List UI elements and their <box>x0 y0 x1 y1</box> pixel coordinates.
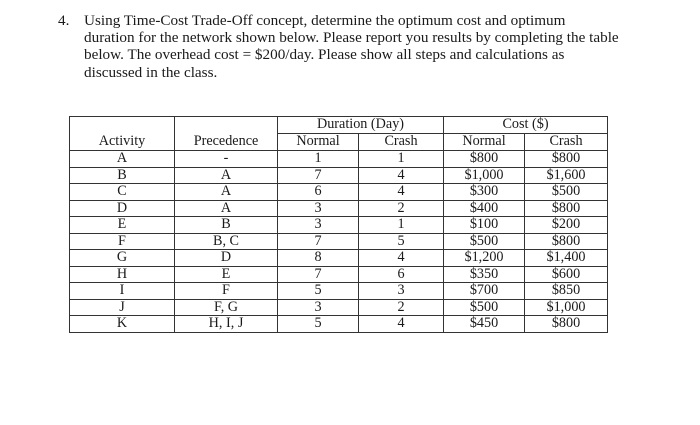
cell-duration-normal: 3 <box>278 299 359 316</box>
cell-cost-normal: $300 <box>444 184 525 201</box>
cell-activity: J <box>70 299 175 316</box>
table-row <box>70 184 608 201</box>
question-line: duration for the network shown below. Please report you results by completing the table <box>84 29 619 47</box>
question-line: discussed in the class. <box>84 63 218 81</box>
header-duration-crash: Crash <box>359 134 444 151</box>
header-row-sub <box>70 134 608 151</box>
cell-precedence: A <box>175 167 278 184</box>
cell-duration-crash: 5 <box>359 233 444 250</box>
table-row <box>70 167 608 184</box>
question-text <box>84 12 643 81</box>
question-number: 4. <box>58 12 70 29</box>
question-line: Using Time-Cost Trade-Off concept, determine the optimum cost and optimum <box>84 12 566 29</box>
cell-cost-normal: $700 <box>444 283 525 300</box>
cell-cost-normal: $1,200 <box>444 250 525 267</box>
cell-cost-normal: $1,000 <box>444 167 525 184</box>
cell-duration-normal: 7 <box>278 266 359 283</box>
cell-duration-crash: 6 <box>359 266 444 283</box>
cell-cost-normal: $400 <box>444 200 525 217</box>
cell-activity: I <box>70 283 175 300</box>
header-activity: Activity <box>70 134 175 151</box>
cell-precedence: H, I, J <box>175 316 278 333</box>
header-cost-group: Cost ($) <box>444 117 608 134</box>
cell-activity: K <box>70 316 175 333</box>
cell-duration-crash: 2 <box>359 200 444 217</box>
cell-precedence: A <box>175 184 278 201</box>
cell-duration-crash: 1 <box>359 217 444 234</box>
cell-cost-normal: $450 <box>444 316 525 333</box>
cell-cost-crash: $1,000 <box>525 299 608 316</box>
table-row <box>70 200 608 217</box>
cell-cost-crash: $1,600 <box>525 167 608 184</box>
cell-duration-crash: 4 <box>359 184 444 201</box>
cell-activity: D <box>70 200 175 217</box>
cell-cost-crash: $800 <box>525 316 608 333</box>
header-row-group <box>70 117 608 134</box>
cell-activity: F <box>70 233 175 250</box>
cell-cost-crash: $600 <box>525 266 608 283</box>
activity-table-container <box>69 116 608 333</box>
cell-activity: A <box>70 151 175 168</box>
cell-activity: C <box>70 184 175 201</box>
table-row <box>70 217 608 234</box>
cell-cost-normal: $500 <box>444 299 525 316</box>
cell-duration-normal: 7 <box>278 233 359 250</box>
header-duration-group: Duration (Day) <box>278 117 444 134</box>
header-precedence: Precedence <box>175 134 278 151</box>
cell-cost-normal: $350 <box>444 266 525 283</box>
cell-cost-crash: $500 <box>525 184 608 201</box>
cell-duration-crash: 1 <box>359 151 444 168</box>
cell-precedence: A <box>175 200 278 217</box>
cell-precedence: F <box>175 283 278 300</box>
cell-cost-crash: $800 <box>525 151 608 168</box>
cell-duration-crash: 4 <box>359 316 444 333</box>
cell-cost-normal: $100 <box>444 217 525 234</box>
cell-duration-normal: 3 <box>278 217 359 234</box>
cell-cost-crash: $1,400 <box>525 250 608 267</box>
cell-cost-crash: $800 <box>525 200 608 217</box>
table-row <box>70 316 608 333</box>
table-row <box>70 233 608 250</box>
header-precedence-top <box>175 117 278 134</box>
cell-duration-normal: 5 <box>278 316 359 333</box>
cell-precedence: - <box>175 151 278 168</box>
cell-duration-crash: 4 <box>359 250 444 267</box>
header-cost-normal: Normal <box>444 134 525 151</box>
cell-duration-normal: 3 <box>278 200 359 217</box>
table-row <box>70 283 608 300</box>
table-row <box>70 299 608 316</box>
cell-precedence: D <box>175 250 278 267</box>
cell-cost-crash: $800 <box>525 233 608 250</box>
cell-activity: H <box>70 266 175 283</box>
cell-precedence: B <box>175 217 278 234</box>
header-duration-normal: Normal <box>278 134 359 151</box>
cell-cost-normal: $800 <box>444 151 525 168</box>
cell-precedence: E <box>175 266 278 283</box>
cell-cost-crash: $850 <box>525 283 608 300</box>
table-row <box>70 151 608 168</box>
header-activity-top <box>70 117 175 134</box>
table-row <box>70 250 608 267</box>
cell-activity: B <box>70 167 175 184</box>
cell-cost-crash: $200 <box>525 217 608 234</box>
table-row <box>70 266 608 283</box>
cell-duration-crash: 3 <box>359 283 444 300</box>
cell-precedence: B, C <box>175 233 278 250</box>
cell-activity: G <box>70 250 175 267</box>
cell-duration-crash: 4 <box>359 167 444 184</box>
cell-duration-normal: 7 <box>278 167 359 184</box>
header-cost-crash: Crash <box>525 134 608 151</box>
cell-duration-normal: 1 <box>278 151 359 168</box>
cell-duration-crash: 2 <box>359 299 444 316</box>
cell-cost-normal: $500 <box>444 233 525 250</box>
question-line: below. The overhead cost = $200/day. Please show all steps and calculations as <box>84 46 565 64</box>
cell-duration-normal: 5 <box>278 283 359 300</box>
question-block <box>58 12 643 81</box>
cell-activity: E <box>70 217 175 234</box>
cell-precedence: F, G <box>175 299 278 316</box>
cell-duration-normal: 6 <box>278 184 359 201</box>
activity-table <box>69 116 608 333</box>
cell-duration-normal: 8 <box>278 250 359 267</box>
